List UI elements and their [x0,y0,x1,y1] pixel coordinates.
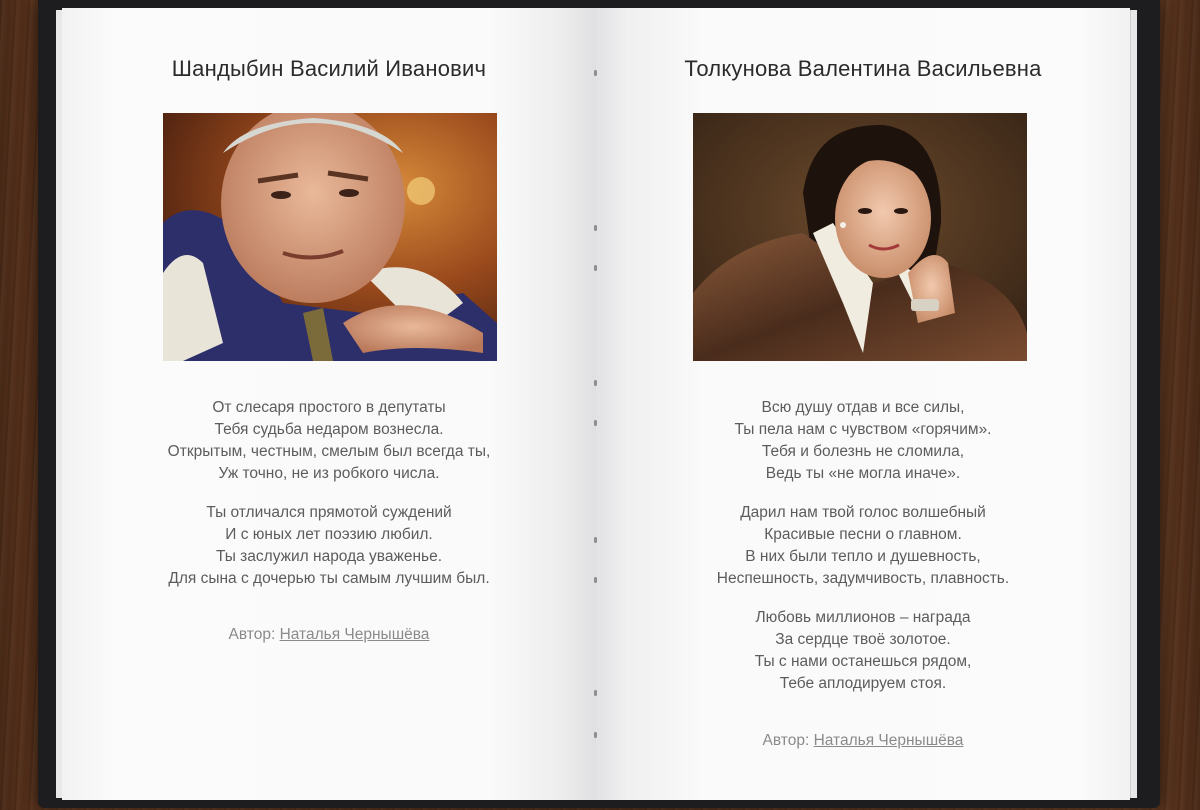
poem-stanza [62,502,596,590]
poem-line: Всю душу отдав и все силы, [761,399,965,416]
author-link[interactable]: Наталья Чернышёва [813,732,964,749]
right-page [596,8,1130,800]
poem-line: В них были тепло и душевность, [745,548,981,565]
spine-stitch [594,732,597,738]
spine-stitch [594,265,597,271]
author-credit [596,732,1130,750]
spine-stitch [594,690,597,696]
left-page [62,8,596,800]
page-title: Толкунова Валентина Васильевна [684,56,1042,81]
author-label: Автор: [762,732,810,749]
poem-line: Красивые песни о главном. [764,526,962,543]
poem-line: Ты с нами останешься рядом, [754,653,972,670]
page-edge-right [1130,10,1137,798]
author-credit [62,626,596,644]
poem-line: Ты заслужил народа уваженье. [215,548,443,565]
poem-line: Ведь ты «не могла иначе». [765,465,961,482]
poem-stanza [596,397,1130,485]
portrait-photo [693,113,1027,361]
poem-stanza [596,607,1130,695]
poem-line: Ты пела нам с чувством «горячим». [734,421,992,438]
poem-line: За сердце твоё золотое. [775,631,951,648]
poem-line: Открытым, честным, смелым был всегда ты, [167,443,491,460]
poem-line: Уж точно, не из робкого числа. [218,465,440,482]
poem-line: И с юных лет поэзию любил. [225,526,433,543]
poem-line: От слесаря простого в депутаты [212,399,446,416]
spine-stitch [594,70,597,76]
poem-stanza [62,397,596,485]
poem-line: Для сына с дочерью ты самым лучшим был. [168,570,490,587]
spine-stitch [594,225,597,231]
spine-stitch [594,420,597,426]
poem-line: Любовь миллионов – награда [755,609,971,626]
portrait-photo [163,113,497,361]
portrait-man-image [163,113,497,361]
portrait-woman-image [693,113,1027,361]
poem-line: Неспешность, задумчивость, плавность. [716,570,1010,587]
poem-line: Ты отличался прямотой суждений [206,504,452,521]
author-label: Автор: [228,626,276,643]
poem-line: Дарил нам твой голос волшебный [740,504,986,521]
spine-stitch [594,537,597,543]
page-title: Шандыбин Василий Иванович [171,56,487,81]
poem-line: Тебя и болезнь не сломила, [761,443,965,460]
spine-stitch [594,577,597,583]
poem-line: Тебя судьба недаром вознесла. [214,421,444,438]
author-link[interactable]: Наталья Чернышёва [279,626,430,643]
spine-stitch [594,380,597,386]
poem-stanza [596,502,1130,590]
poem-line: Тебе аплодируем стоя. [779,675,947,692]
